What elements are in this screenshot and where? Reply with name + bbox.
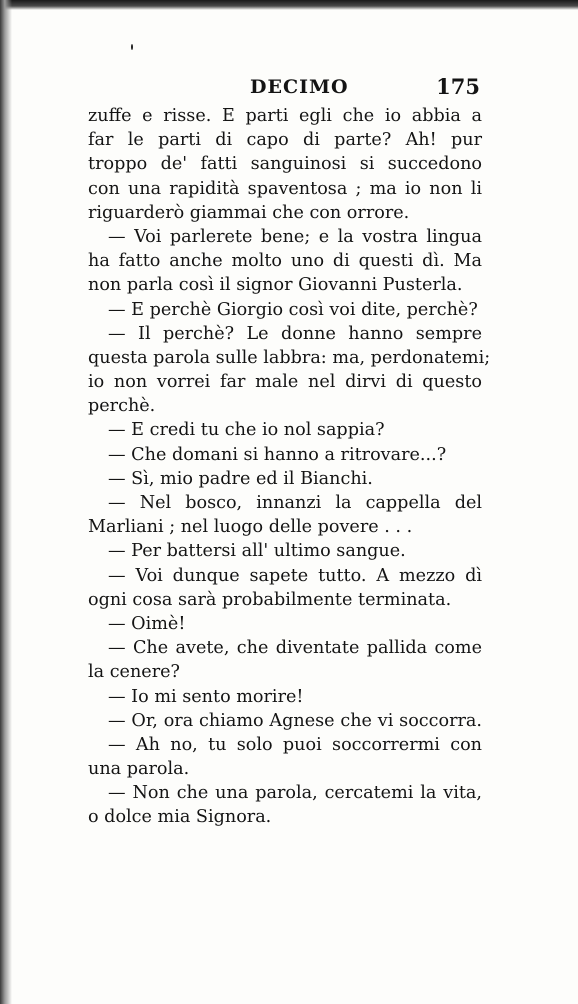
text-line: — Il perchè? Le donne hanno sempre — [108, 323, 482, 344]
page-top-shadow — [0, 0, 578, 10]
text-line: — Non che una parola, cercatemi la vita, — [108, 783, 482, 804]
text-line: zuffe e risse. E parti egli che io abbia a — [88, 106, 482, 126]
text-line: la cenere? — [88, 662, 180, 683]
text-line: far le parti di capo di parte? Ah! pur — [88, 130, 482, 151]
page-header — [88, 76, 484, 102]
text-line: con una rapidità spaventosa ; ma io non li — [88, 178, 482, 199]
text-line: ha fatto anche molto uno di questi dì. Ma — [88, 251, 482, 272]
text-line: io non vorrei far male nel dirvi di questo — [88, 372, 482, 393]
text-line: non parla così il signor Giovanni Pusterla. — [88, 275, 463, 296]
text-line: — Voi dunque sapete tutto. A mezzo dì — [108, 565, 482, 586]
text-line: — Io mi sento morire! — [108, 686, 304, 707]
running-head: DECIMO — [250, 76, 349, 98]
text-line: una parola. — [88, 759, 190, 780]
text-line: — Nel bosco, innanzi la cappella del — [108, 493, 482, 513]
text-line: Marliani ; nel luogo delle povere . . . — [88, 517, 413, 538]
text-line: perchè. — [88, 396, 156, 417]
page-gutter-shadow — [0, 0, 12, 1004]
text-line: — Per battersi all' ultimo sangue. — [108, 541, 406, 562]
text-line: — Che domani si hanno a ritrovare...? — [108, 444, 447, 465]
text-line: — Oimè! — [108, 613, 186, 634]
text-line: o dolce mia Signora. — [88, 807, 272, 828]
text-line: — Or, ora chiamo Agnese che vi soccorra. — [108, 710, 482, 731]
text-line: riguarderò giammai che con orrore. — [88, 202, 410, 223]
text-line: troppo de' fatti sanguinosi si succedono — [88, 154, 482, 175]
text-line: — Sì, mio padre ed il Bianchi. — [108, 468, 373, 489]
text-line: — E credi tu che io nol sappia? — [108, 420, 385, 441]
ink-speck — [131, 44, 133, 50]
text-line: — E perchè Giorgio così voi dite, perchè? — [108, 299, 478, 320]
text-line: questa parola sulle labbra: ma, perdonatemi; — [88, 347, 491, 368]
text-line: — Ah no, tu solo puoi soccorrermi con — [108, 734, 482, 755]
body-text — [88, 104, 491, 830]
text-line: ogni cosa sarà probabilmente terminata. — [88, 589, 452, 610]
text-line: — Che avete, che diventate pallida come — [108, 638, 482, 659]
page-number: 175 — [436, 74, 480, 99]
text-line: — Voi parlerete bene; e la vostra lingua — [108, 226, 482, 247]
